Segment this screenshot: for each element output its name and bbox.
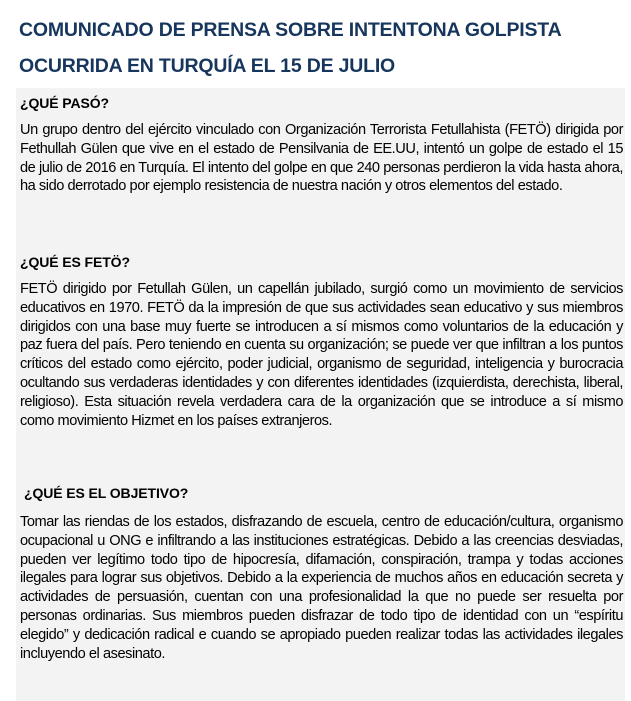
section-heading-que-es-feto: ¿QUÉ ES FETÖ? <box>20 254 130 270</box>
document-title-line-2: OCURRIDA EN TURQUÍA EL 15 DE JULIO <box>19 55 396 77</box>
section-body-que-paso: Un grupo dentro del ejército vinculado con Organización Terrorista Fetullahista (FETÖ) dirigida por Fethullah Gülen que vive en el estado de Pensilvania de EE.UU, intentó un golpe de estado el 15 de julio de 2016 en Turquía. El intento del golpe en que 240 personas perdieron la vida hasta ahora, ha sido derrotado por ejemplo resistencia de nuestra nación y otros elementos del estado. <box>20 122 623 195</box>
document-title-line-1: COMUNICADO DE PRENSA SOBRE INTENTONA GOLPISTA <box>19 19 562 41</box>
section-body-objetivo: Tomar las riendas de los estados, disfrazando de escuela, centro de educación/cultura, organismo ocupacional u ONG e infiltrando a las instituciones estratégicas. Debido a las creencias desviadas, pueden ver legítimo todo tipo de hipocresía, difamación, conspiración, trampa y todas acciones ilegales para lograr sus objetivos. Debido a la experiencia de muchos años en educación secreta y actividades de persuasión, cuentan con una profesionalidad la que no puede ser resuelta por personas ordinarias. Sus miembros pueden disfrazar de todo tipo de identidad con un “espíritu elegido” y dedicación radical e cuando se apropiado pueden realizar todas las actividades ilegales incluyendo el asesinato. <box>20 514 623 662</box>
section-body-que-es-feto: FETÖ dirigido por Fetullah Gülen, un capellán jubilado, surgió como un movimiento de servicios educativos en 1970. FETÖ da la impresión de que sus actividades sean educativo y sus miembros dirigidos con una base muy fuerte se introducen a sí mismos como voluntarios de la educación y paz fuera del país. Pero teniendo en cuenta su organización; se puede ver que infiltran a los puntos críticos del estado como ejército, poder judicial, organismo de seguridad, inteligencia y burocracia ocultando sus verdaderas identidades y con diferentes identidades (izquierdista, derechista, liberal, religioso). Esta situación revela verdadera cara de la organización que se introduce a sí mismo como movimiento Hizmet en los países extranjeros. <box>20 281 623 429</box>
section-heading-objetivo: ¿QUÉ ES EL OBJETIVO? <box>24 485 189 501</box>
document-title <box>19 12 624 84</box>
section-heading-que-paso: ¿QUÉ PASÓ? <box>20 95 109 111</box>
